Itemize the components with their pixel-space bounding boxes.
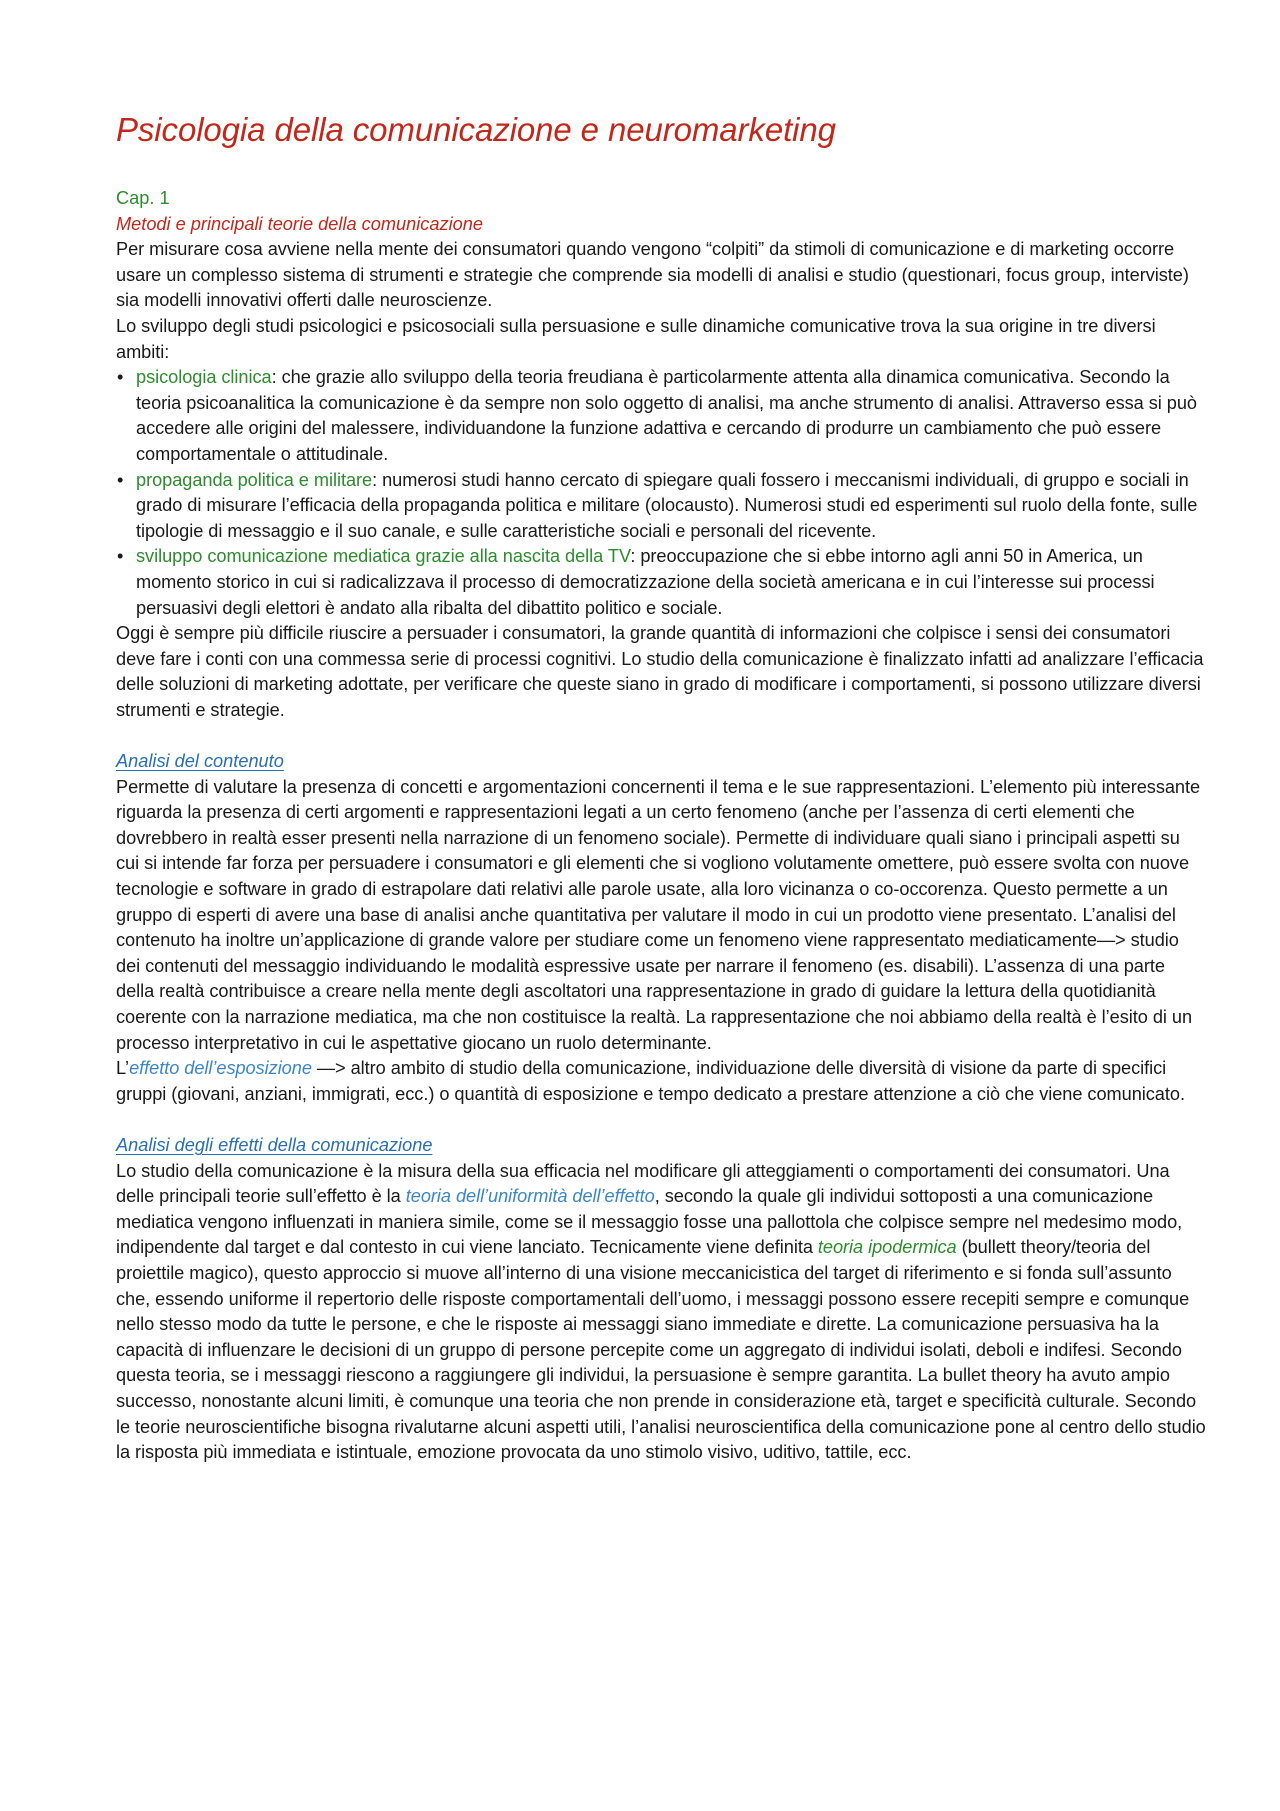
exposure-effect-text: —> altro ambito di studio della comunicazione, individuazione delle diversità di visione da parte di specifici gruppi (giovani, anziani, immigrati, ecc.) o quantità di esposizione e tempo dedicato a prestare attenzione a ciò che viene comunicato. bbox=[116, 1058, 1185, 1104]
bullet-icon: • bbox=[117, 367, 124, 388]
chapter-subtitle: Metodi e principali teorie della comunicazione bbox=[116, 213, 483, 234]
chapter-label: Cap. 1 bbox=[116, 188, 170, 208]
bullet-text: : che grazie allo sviluppo della teoria freudiana è particolarmente attenta alla dinamica comunicativa. Secondo la teoria psicoanalitica la comunicazione è da sempre non solo oggetto di analisi, ma anche strumento di analisi. Attraverso essa si può accedere alle origini del malessere, individuandone la funzione adattiva e cercando di produrre un cambiamento che può essere comportamentale o attitudinale. bbox=[136, 367, 1197, 464]
exposure-prefix: L’ bbox=[116, 1058, 130, 1079]
bullet-icon: • bbox=[117, 469, 124, 490]
effects-analysis-paragraph bbox=[116, 1159, 1206, 1466]
intro-paragraph-2: Lo sviluppo degli studi psicologici e psicosociali sulla persuasione e sulle dinamiche comunicative trova la sua origine in tre diversi ambiti: bbox=[116, 315, 1156, 362]
list-item bbox=[116, 468, 1206, 545]
bullet-icon: • bbox=[117, 546, 124, 567]
list-item bbox=[116, 365, 1206, 467]
bullet-keyword: propaganda politica e militare bbox=[136, 469, 373, 490]
document-page bbox=[116, 108, 1206, 1466]
effects-text-1: Lo studio della comunicazione è la misura della sua efficacia nel modificare gli atteggiamenti o comportamenti dei consumatori. Una delle principali teorie sull’effetto è la bbox=[116, 1160, 1170, 1207]
content-analysis-paragraph: Permette di valutare la presenza di concetti e argomentazioni concernenti il tema e le sue rappresentazioni. L’elemento più interessante riguarda la presenza di certi argomenti e rappresentazioni legati a un certo fenomeno (anche per l’assenza di certi elementi che dovrebbero in realtà esser presenti nella narrazione di un fenomeno sociale). Permette di individuare quali siano i principali aspetti su cui si intende far forza per persuadere i consumatori e gli elementi che si vogliono volutamente omettere, può essere svolta con nuove tecnologie e software in grado di estrapolare dati relativi alle parole usate, alla loro vicinanza o co-occorenza. Questo permette a un gruppo di esperti di avere una base di analisi anche quantitativa per valutare il modo in cui un prodotto viene presentato. L’analisi del contenuto ha inoltre un’applicazione di grande valore per studiare come un fenomeno viene rappresentato mediaticamente—> studio dei contenuti del messaggio individuando le modalità espressive usate per narrare il fenomeno (es. disabili). L’assenza di una parte della realtà contribuisce a creare nella mente degli ascoltatori una rappresentazione in grado di guidare la lettura della quotidianità coerente con la narrazione mediatica, ma che non costituisce la realtà. La rappresentazione che noi abbiamo della realtà è l’esito di un processo interpretativo in cui le aspettative giocano un ruolo determinante. bbox=[116, 776, 1201, 1053]
bullet-text: : preoccupazione che si ebbe intorno agli anni 50 in America, un momento storico in cui si radicalizzava il processo di democratizzazione della società americana e in cui l’interesse sui processi persuasivi degli elettori è andato alla ribalta del dibattito politico e sociale. bbox=[136, 546, 1155, 618]
exposure-effect-paragraph bbox=[116, 1056, 1206, 1107]
hypodermic-theory-term: teoria ipodermica bbox=[817, 1237, 957, 1258]
effects-text-2: , secondo la quale gli individui sottoposti a una comunicazione mediatica vengono influenzati in maniera simile, come se il messaggio fosse una pallottola che colpisce sempre nel medesimo modo, indipendente dal target e dal contesto in cui viene lanciato. Tecnicamente viene definita bbox=[116, 1186, 1183, 1258]
uniformity-theory-term: teoria dell’uniformità dell’effetto bbox=[405, 1186, 655, 1207]
exposure-effect-term: effetto dell’esposizione bbox=[129, 1058, 312, 1079]
effects-text-3: (bullett theory/teoria del proiettile magico), questo approccio si muove all’interno di una visione meccanicistica del target di riferimento e si fonda sull’assunto che, essendo uniforme il repertorio delle risposte comportamentali dell’uomo, i messaggi possono essere recepiti sempre e comunque nello stesso modo da tutte le persone, e che le risposte ai messaggi siano immediate e dirette. La comunicazione persuasiva ha la capacità di influenzare le decisioni di un gruppo di persone percepite come un aggregato di individui isolati, deboli e indifesi. Secondo questa teoria, se i messaggi riescono a raggiungere gli individui, la persuasione è sempre garantita. La bullet theory ha avuto ampio successo, nonostante alcuni limiti, è comunque una teoria che non prende in considerazione età, target e specificità culturale. Secondo le teorie neuroscientifiche bisogna rivalutarne alcuni aspetti utili, l’analisi neuroscientifica della comunicazione pone al centro dello studio la risposta più immediata e istintuale, emozione provocata da uno stimolo visivo, uditivo, tattile, ecc. bbox=[116, 1237, 1206, 1463]
bullet-keyword: sviluppo comunicazione mediatica grazie alla nascita della TV bbox=[136, 546, 631, 567]
bullet-text: : numerosi studi hanno cercato di spiegare quali fossero i meccanismi individuali, di gruppo e sociali in grado di misurare l’efficacia della propaganda politica e militare (olocausto). Numerosi studi ed esperimenti sul ruolo della fonte, sulle tipologie di messaggio e il suo canale, e sulle caratteristiche sociali e personali del ricevente. bbox=[136, 469, 1198, 541]
origin-list bbox=[116, 365, 1206, 621]
page-title: Psicologia della comunicazione e neuromarketing bbox=[116, 111, 836, 148]
intro-paragraph-1: Per misurare cosa avviene nella mente dei consumatori quando vengono “colpiti” da stimoli di comunicazione e di marketing occorre usare un complesso sistema di strumenti e strategie che comprende sia modelli di analisi e studio (questionari, focus group, interviste) sia modelli innovativi offerti dalle neuroscienze. bbox=[116, 239, 1189, 311]
section-heading-content-analysis: Analisi del contenuto bbox=[116, 751, 284, 772]
bullet-keyword: psicologia clinica bbox=[136, 367, 272, 388]
intro-paragraph-3: Oggi è sempre più difficile riuscire a persuader i consumatori, la grande quantità di informazioni che colpisce i sensi dei consumatori deve fare i conti con una commessa serie di processi cognitivi. Lo studio della comunicazione è finalizzato infatti ad analizzare l’efficacia delle soluzioni di marketing adottate, per verificare che queste siano in grado di modificare i comportamenti, si possono utilizzare diversi strumenti e strategie. bbox=[116, 623, 1204, 720]
section-heading-effects-analysis: Analisi degli effetti della comunicazione bbox=[116, 1134, 433, 1155]
list-item bbox=[116, 544, 1206, 621]
